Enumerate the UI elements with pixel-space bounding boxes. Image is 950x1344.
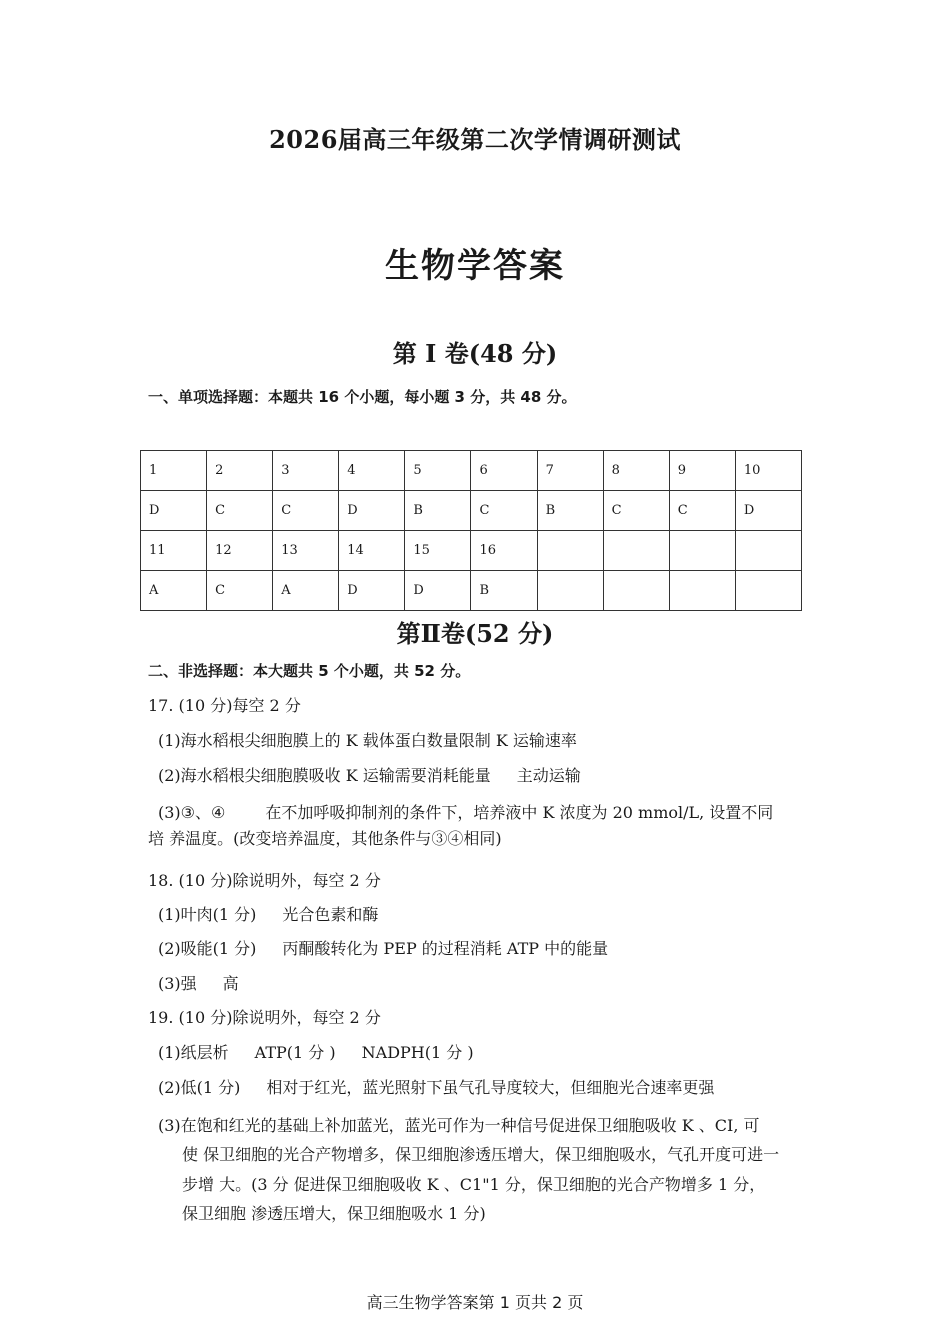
answer-table-cell: D — [339, 491, 405, 531]
q19-answer-2-b: 相对于红光，蓝光照射下虽气孔导度较大，但细胞光合速率更强 — [266, 1078, 715, 1097]
answer-table-cell: A — [141, 571, 207, 611]
answer-table-cell: 14 — [339, 531, 405, 571]
answer-table-cell: D — [735, 491, 801, 531]
q19-answer-1-c: NADPH(1 分 ) — [361, 1043, 474, 1062]
answer-table-row — [141, 451, 802, 491]
q19-answer-3-line3: 步增 大。(3 分 促进保卫细胞吸收 K 、C1"1 分，保卫细胞的光合产物增多 1 分， — [182, 1175, 766, 1194]
answer-table-cell: 5 — [405, 451, 471, 491]
answer-table-cell — [669, 571, 735, 611]
q18-answer-1 — [158, 903, 378, 927]
answer-table-cell: 6 — [471, 451, 537, 491]
q19-answer-1 — [158, 1041, 474, 1065]
answer-table-cell: 3 — [273, 451, 339, 491]
q19-answer-3-line2: 使 保卫细胞的光合产物增多，保卫细胞渗透压增大，保卫细胞吸水，气孔开度可进一 — [182, 1145, 780, 1164]
q18-answer-3 — [158, 972, 239, 996]
answer-table-cell: B — [471, 571, 537, 611]
part1-heading: 第 I 卷(48 分) — [392, 339, 558, 368]
answer-table-row — [141, 491, 802, 531]
q19-answer-1-a: (1)纸层析 — [158, 1043, 229, 1062]
answer-table-cell: 10 — [735, 451, 801, 491]
answer-table-cell: C — [603, 491, 669, 531]
answer-table-cell: C — [207, 491, 273, 531]
exam-title: 2026届高三年级第二次学情调研测试 — [269, 125, 681, 154]
answer-table-cell: C — [207, 571, 273, 611]
q18-header: 18. (10 分)除说明外，每空 2 分 — [148, 871, 381, 890]
page-footer: 高三生物学答案第 1 页共 2 页 — [366, 1293, 584, 1312]
q18-answer-3-b: 高 — [222, 974, 239, 993]
answer-table-cell: D — [141, 491, 207, 531]
q19-answer-2-a: (2)低(1 分) — [158, 1078, 241, 1097]
q19-answer-2 — [158, 1076, 714, 1100]
q18-answer-2-b: 丙酮酸转化为 PEP 的过程消耗 ATP 中的能量 — [282, 939, 609, 958]
q17-answer-3-continued: 培 养温度。(改变培养温度，其他条件与③④相同) — [148, 829, 502, 848]
q17-answer-2-text: (2)海水稻根尖细胞膜吸收 K 运输需要消耗能量 — [158, 766, 491, 785]
q19-answer-3-line1: (3)在饱和红光的基础上补加蓝光，蓝光可作为一种信号促进保卫细胞吸收 K 、CI, 可 — [158, 1116, 760, 1135]
part1-section-instructions: 一、单项选择题：本题共 16 个小题，每小题 3 分，共 48 分。 — [148, 388, 577, 406]
answer-table-cell: B — [537, 491, 603, 531]
part2-section-instructions: 二、非选择题：本大题共 5 个小题，共 52 分。 — [148, 662, 471, 680]
q19-answer-3-line4: 保卫细胞 渗透压增大，保卫细胞吸水 1 分) — [182, 1204, 486, 1223]
q17-answer-3-design: 在不加呼吸抑制剂的条件下，培养液中 K 浓度为 20 mmol/L, 设置不同 — [265, 803, 774, 822]
answer-table-cell: D — [405, 571, 471, 611]
answer-table-cell: 4 — [339, 451, 405, 491]
q17-answer-3-groups: (3)③、④ — [158, 803, 226, 822]
answer-table-cell: B — [405, 491, 471, 531]
q17-header: 17. (10 分)每空 2 分 — [148, 696, 301, 715]
answer-table-cell: 2 — [207, 451, 273, 491]
answer-table-cell: 1 — [141, 451, 207, 491]
q18-answer-2 — [158, 937, 608, 961]
q19-answer-1-b: ATP(1 分 ) — [254, 1043, 336, 1062]
q17-answer-3 — [158, 801, 773, 825]
answer-table-cell: 7 — [537, 451, 603, 491]
q19-header: 19. (10 分)除说明外，每空 2 分 — [148, 1008, 381, 1027]
answer-table-cell: 8 — [603, 451, 669, 491]
answer-table-cell: C — [669, 491, 735, 531]
answer-table-row — [141, 571, 802, 611]
answer-table-cell: 13 — [273, 531, 339, 571]
answer-table-cell: C — [273, 491, 339, 531]
part2-heading: 第Ⅱ卷(52 分) — [396, 619, 554, 648]
q18-answer-3-a: (3)强 — [158, 974, 197, 993]
q17-answer-1: (1)海水稻根尖细胞膜上的 K 载体蛋白数量限制 K 运输速率 — [158, 731, 577, 750]
answer-table-cell — [537, 531, 603, 571]
answer-table-cell — [537, 571, 603, 611]
answer-table — [140, 450, 802, 611]
q17-answer-2 — [158, 764, 581, 788]
answer-table-cell — [603, 571, 669, 611]
answer-table-cell — [669, 531, 735, 571]
answer-table-cell: D — [339, 571, 405, 611]
answer-table-cell: 9 — [669, 451, 735, 491]
document-subtitle: 生物学答案 — [385, 246, 565, 286]
answer-table-cell — [735, 531, 801, 571]
answer-table-cell: 16 — [471, 531, 537, 571]
q17-answer-2-term: 主动运输 — [516, 766, 581, 785]
answer-table-cell: 12 — [207, 531, 273, 571]
answer-table-cell: 15 — [405, 531, 471, 571]
answer-table-cell: 11 — [141, 531, 207, 571]
q18-answer-1-b: 光合色素和酶 — [282, 905, 379, 924]
answer-table-row — [141, 531, 802, 571]
answer-table-cell: A — [273, 571, 339, 611]
answer-table-cell — [735, 571, 801, 611]
answer-table-cell — [603, 531, 669, 571]
answer-table-cell: C — [471, 491, 537, 531]
q18-answer-2-a: (2)吸能(1 分) — [158, 939, 257, 958]
q18-answer-1-a: (1)叶肉(1 分) — [158, 905, 257, 924]
